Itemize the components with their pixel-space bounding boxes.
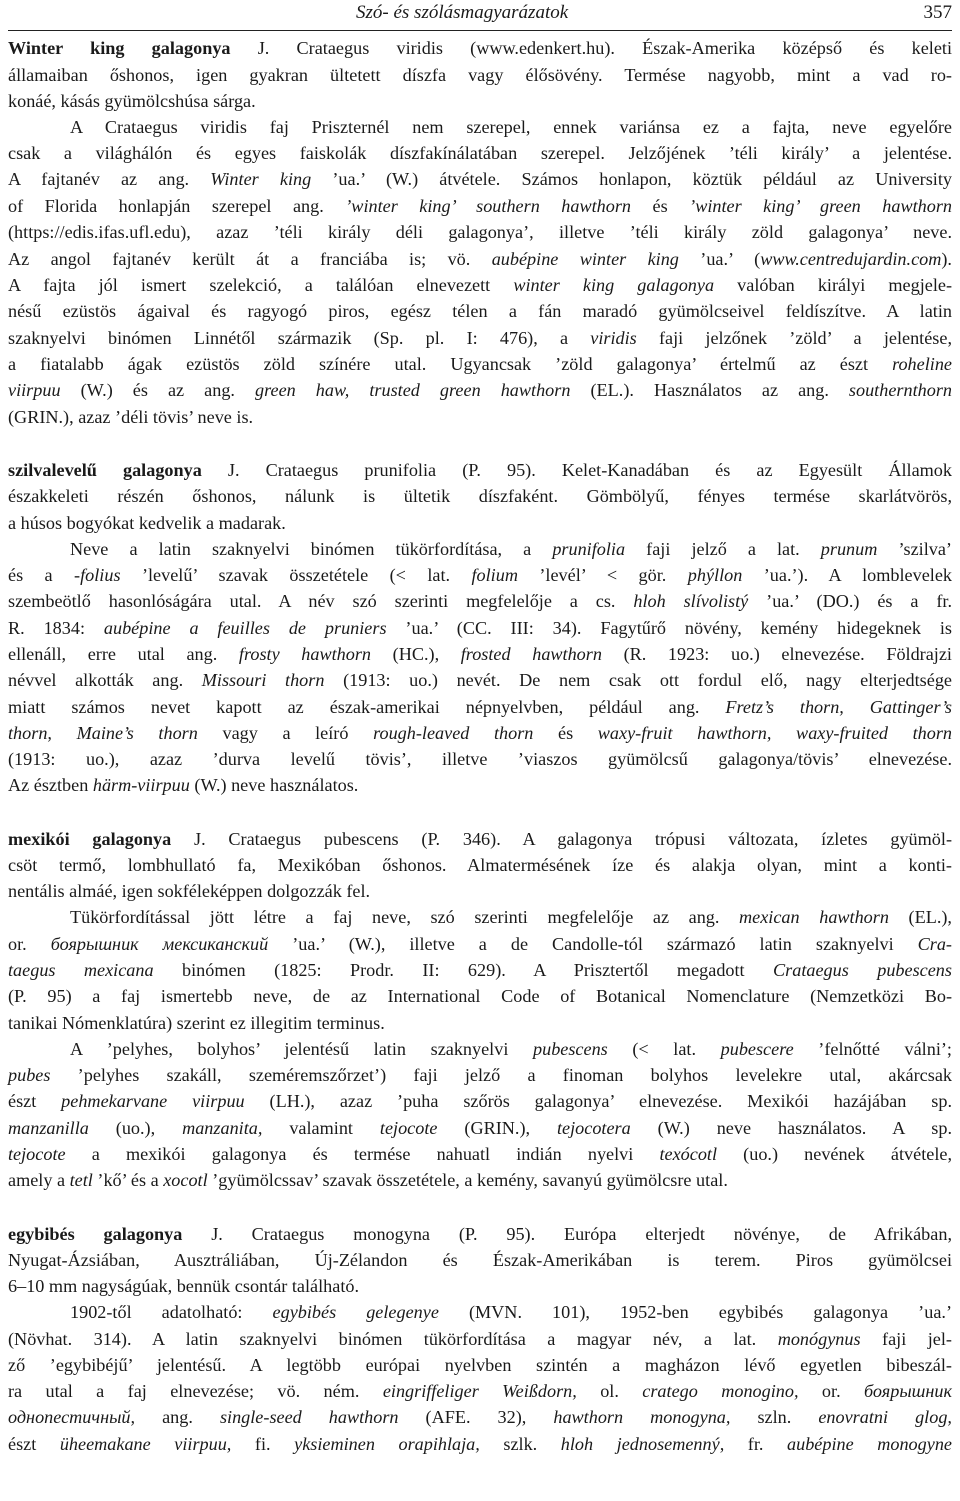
text-line: Tükörfordítással jött létre a faj neve, szó szerinti megfelelője az ang. mexican hawthorn (EL.), bbox=[70, 907, 952, 927]
text-line: államaiban őshonos, igen gyakran ültetett díszfa vagy élősövény. Termése nagyobb, mint a vad ro- bbox=[8, 65, 952, 85]
text-line: (GRIN.), azaz ’déli tövis’ neve is. bbox=[8, 407, 254, 427]
text-line: miatt számos nevet kapott az észak-amerikai népnyelvben, például ang. Fretz’s thorn, Gattinger’s bbox=[8, 697, 952, 717]
text-line: (P. 95) a faj ismertebb neve, de az International Code of Botanical Nomenclature (Nemzetközi Bo- bbox=[8, 986, 952, 1006]
text-line: csak a világhálón és egyes faiskolák díszfakínálatában szerepel. Jelzőjének ’téli király’ a jelentése. bbox=[8, 143, 952, 163]
text-line: R. 1834: aubépine a feuilles de pruniers ’ua.’ (CC. III: 34). Fagytűrő növény, kemény hidegeknek is bbox=[8, 618, 952, 638]
text-line: a húsos bogyókat kedvelik a madarak. bbox=[8, 513, 286, 533]
running-header bbox=[8, 0, 952, 31]
text-line: pubes ’pelyhes szakáll, szeméremszőrzet’) faji jelző a finoman bolyhos levelekre utal, akárcsak bbox=[8, 1065, 952, 1085]
text-line: észt pehmekarvane viirpuu (LH.), azaz ’puha szőrös galagonya’ elnevezése. Mexikói hazájában sp. bbox=[8, 1091, 952, 1111]
text-line: ző ’egybibéjű’ jelentésű. A legtöbb európai nyelvben szintén a magházon lévő egyetlen bibeszál- bbox=[8, 1355, 952, 1375]
text-line: A ’pelyhes, bolyhos’ jelentésű latin szaknyelvi pubescens (< lat. pubescere ’felnőtté válni’; bbox=[70, 1039, 952, 1059]
text-line: Nyugat-Ázsiában, Ausztráliában, Új-Zélandon és Észak-Amerikában is terem. Piros gyümölcsei bbox=[8, 1250, 952, 1270]
text-line: a fiatalabb ágak ezüstös zöld színére utal. Ugyancsak ’zöld galagonya’ értelmű az észt roheline bbox=[8, 354, 952, 374]
text-line: Az észtben härm-viirpuu (W.) neve használatos. bbox=[8, 775, 359, 795]
text-line: A fajta jól ismert szelekció, a találóan elnevezett winter king galagonya valóban királyi megjele- bbox=[8, 275, 953, 295]
text-line: Az angol fajtanév került át a franciába is; vö. aubépine winter king ’ua.’ (www.centredujardin.com). bbox=[8, 249, 952, 269]
text-line: ra utal a faj elnevezése; vö. ném. eingriffeliger Weißdorn, ol. cratego monogino, or. боярышник bbox=[8, 1381, 952, 1401]
text-line: egybibés galagonya J. Crataegus monogyna (P. 95). Európa elterjedt növénye, de Afrikában, bbox=[8, 1224, 952, 1244]
text-line: és a -folius ’levelű’ szavak összetétele (< lat. folium ’levél’ < gör. phýllon ’ua.’). A lomblevelek bbox=[8, 565, 952, 585]
text-line: Winter king galagonya J. Crataegus viridis (www.edenkert.hu). Észak-Amerika középső és keleti bbox=[8, 38, 952, 58]
text-line: észt üheemakane viirpuu, fi. yksieminen orapihlaja, szlk. hloh jednosemenný, fr. aubépine monogyne bbox=[8, 1434, 952, 1454]
text-line: of Florida honlapján szerepel ang. ’winter king’ southern hawthorn és ’winter king’ green hawthorn bbox=[8, 196, 952, 216]
text-line: szembeötlő hasonlóságára utal. A név szó szerinti megfelelője a cs. hloh slívolistý ’ua.’ (DO.) és a fr. bbox=[8, 591, 952, 611]
text-line: (Növhat. 314). A latin szaknyelvi binómen tükörfordítása a magyar név, a lat. monógynus faji jel- bbox=[8, 1329, 952, 1349]
text-line: 1902-től adatolható: egybibés gelegenye (MVN. 101), 1952-ben egybibés galagonya ’ua.’ bbox=[70, 1302, 953, 1322]
text-line: 6–10 mm nagyságúak, bennük csontár található. bbox=[8, 1276, 360, 1296]
text-line: tejocote a mexikói galagonya és termése nahuatl indián nyelvi texócotl (uo.) nevének átvétele, bbox=[8, 1144, 952, 1164]
text-line: mexikói galagonya J. Crataegus pubescens (P. 346). A galagonya trópusi változata, ízletes gyümöl- bbox=[8, 829, 952, 849]
text-line: or. боярышник мексиканский ’ua.’ (W.), illetve a de Candolle-tól származó latin szaknyelvi Cra- bbox=[8, 934, 952, 954]
running-title: Szó- és szólásmagyarázatok bbox=[356, 2, 569, 23]
text-line: manzanilla (uo.), manzanita, valamint tejocote (GRIN.), tejocotera (W.) neve használatos. A sp. bbox=[8, 1118, 952, 1138]
page-number: 357 bbox=[923, 2, 952, 23]
text-line: szilvalevelű galagonya J. Crataegus prunifolia (P. 95). Kelet-Kanadában és az Egyesült Államok bbox=[8, 460, 952, 480]
text-line: nentális almáé, igen sokféleképpen dolgozzák fel. bbox=[8, 881, 371, 901]
text-line: A fajtanév az ang. Winter king ’ua.’ (W.) átvétele. Számos honlapon, köztük például az University bbox=[8, 169, 953, 189]
text-line: konáé, kásás gyümölcshúsa sárga. bbox=[8, 91, 256, 111]
text-line: amely a tetl ’kő’ és a xocotl ’gyümölcssav’ szavak összetétele, a kemény, savanyú gyümölcsre utal. bbox=[8, 1170, 728, 1190]
text-line: thorn, Maine’s thorn vagy a leíró rough-leaved thorn és waxy-fruit hawthorn, waxy-fruited thorn bbox=[8, 723, 953, 743]
text-line: viirpuu (W.) és az ang. green haw, trusted green hawthorn (EL.). Használatos az ang. southernthorn bbox=[8, 380, 952, 400]
text-line: (1913: uo.), azaz ’durva levelű tövis’, illetve ’viaszos gyümölcsű galagonya/tövis’ elnevezése. bbox=[8, 749, 952, 769]
text-line: Neve a latin szaknyelvi binómen tükörfordítása, a prunifolia faji jelző a lat. prunum ’szilva’ bbox=[70, 539, 952, 559]
text-line: однопестичный, ang. single-seed hawthorn (AFE. 32), hawthorn monogyna, szln. enovratni glog, bbox=[8, 1407, 952, 1427]
text-line: (https://edis.ifas.ufl.edu), azaz ’téli király déli galagonya’, illetve ’téli király zöld galagonya’ neve. bbox=[8, 222, 952, 242]
text-line: tanikai Nómenklatúra) szerint ez illegitim terminus. bbox=[8, 1013, 385, 1033]
text-line: taegus mexicana binómen (1825: Prodr. II: 629). A Prisztertől megadott Crataegus pubescens bbox=[8, 960, 952, 980]
text-line: nésű ezüstös ágaival és ragyogó piros, egész télen a fán maradó gyümölcseivel feldíszítve. A latin bbox=[8, 301, 952, 321]
text-line: csöt termő, lombhullató fa, Mexikóban őshonos. Almatermésének íze és alakja olyan, mint a konti- bbox=[8, 855, 952, 875]
text-line: szaknyelvi binómen Linnétől származik (Sp. pl. I: 476), a viridis faji jelzőnek ’zöld’ a jelentése, bbox=[8, 328, 952, 348]
text-line: névvel alkották ang. Missouri thorn (1913: uo.) nevét. De nem csak ott fordul elő, nagy elterjedtsége bbox=[8, 670, 952, 690]
text-line: ellenáll, erre utal ang. frosty hawthorn (HC.), frosted hawthorn (R. 1923: uo.) elnevezése. Földrajzi bbox=[8, 644, 952, 664]
text-line: északkeleti részén őshonos, nálunk is ültetik díszfaként. Gömbölyű, fényes termése skarlátvörös, bbox=[8, 486, 952, 506]
text-line: A Crataegus viridis faj Priszternél nem szerepel, ennek variánsa ez a fajta, neve egyelőre bbox=[70, 117, 952, 137]
